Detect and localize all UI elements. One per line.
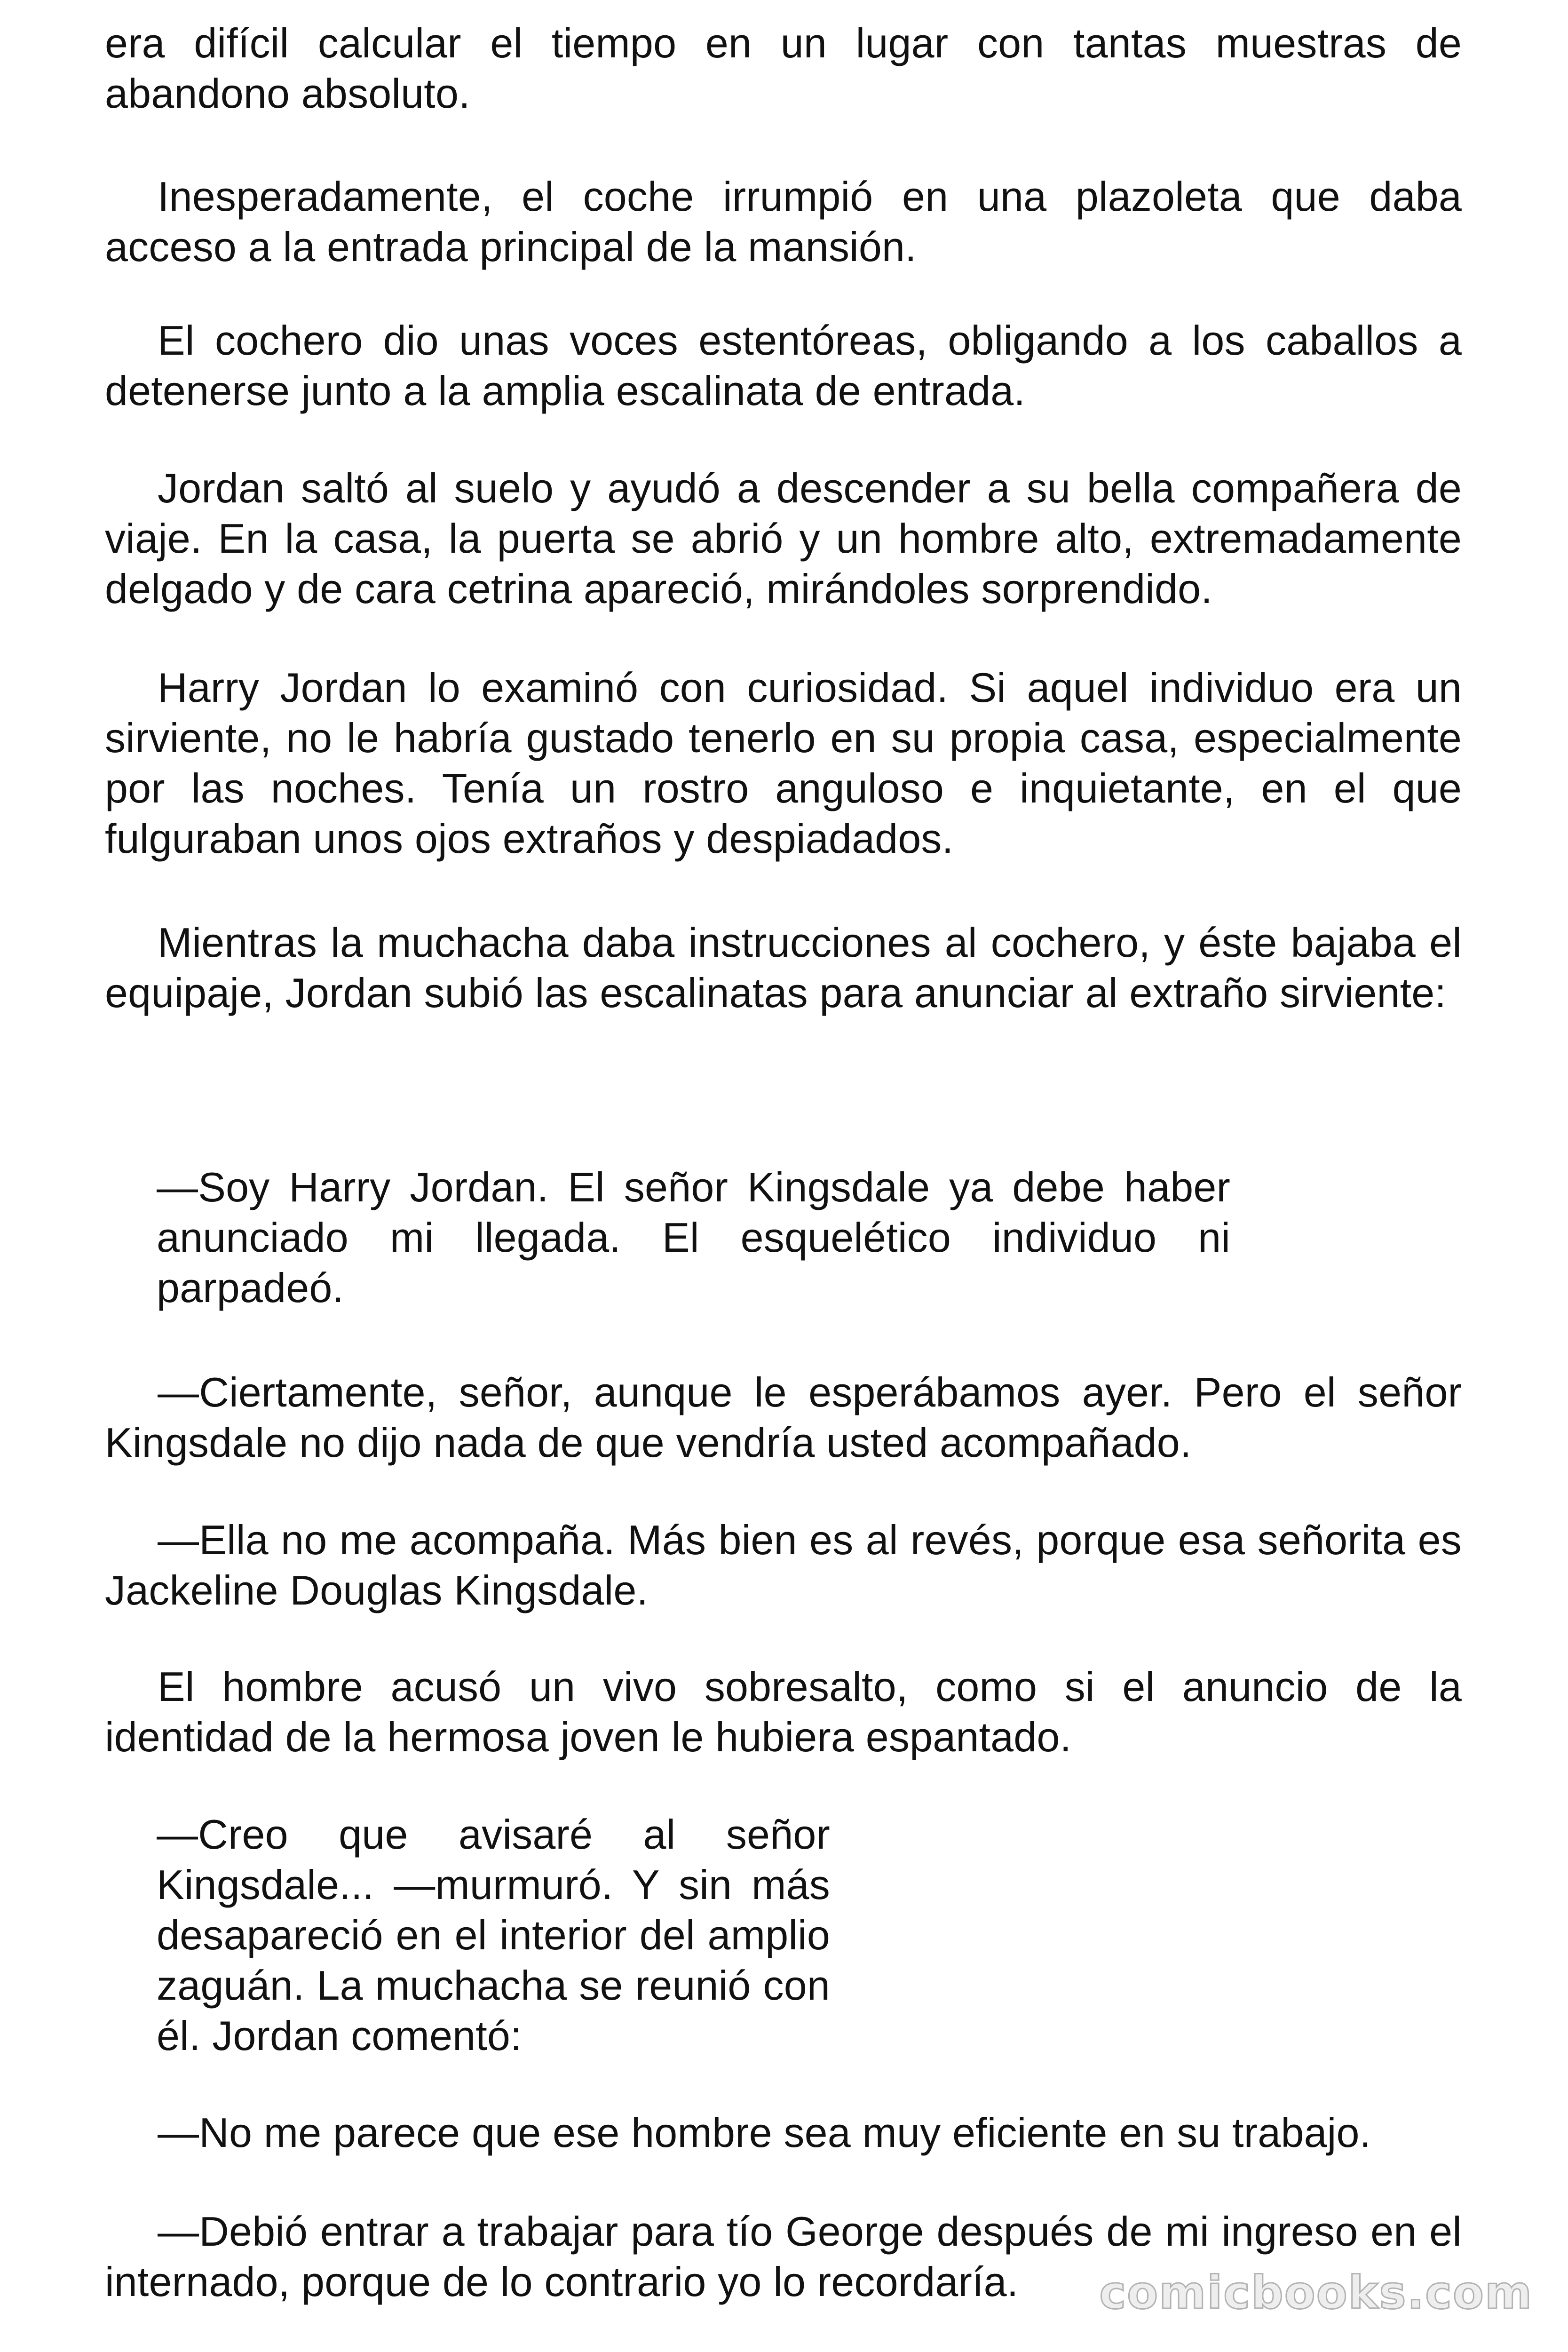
paragraph-7: —Soy Harry Jordan. El señor Kingsdale ya debe haber anunciado mi llegada. El esquelético individuo ni parpadeó. — [157, 1164, 1230, 1311]
paragraph-2: Inesperadamente, el coche irrumpió en una plazoleta que daba acceso a la entrada principal de la mansión. — [105, 173, 1462, 270]
paragraph-11: —Creo que avisaré al señor Kingsdale... —murmuró. Y sin más desapareció en el interior del amplio zaguán. La muchacha se reunió con él. Jordan comentó: — [157, 1811, 830, 2059]
paragraph-4: Jordan saltó al suelo y ayudó a descender a su bella compañera de viaje. En la casa, la puerta se abrió y un hombre alto, extremadamente delgado y de cara cetrina apareció, mirándoles sorprendido. — [105, 465, 1462, 612]
paragraph-5: Harry Jordan lo examinó con curiosidad. Si aquel individuo era un sirviente, no le habría gustado tenerlo en su propia casa, especialmente por las noches. Tenía un rostro anguloso e inquietante, en el que fulguraban unos ojos extraños y despiadados. — [105, 664, 1462, 862]
paragraph-10: El hombre acusó un vivo sobresalto, como si el anuncio de la identidad de la hermosa joven le hubiera espantado. — [105, 1663, 1462, 1760]
paragraph-9: —Ella no me acompaña. Más bien es al revés, porque esa señorita es Jackeline Douglas Kingsdale. — [105, 1517, 1462, 1613]
paragraph-12: —No me parece que ese hombre sea muy eficiente en su trabajo. — [158, 2109, 1371, 2156]
watermark: comicbooks.com — [1099, 2266, 1533, 2319]
paragraph-6: Mientras la muchacha daba instrucciones al cochero, y éste bajaba el equipaje, Jordan subió las escalinatas para anunciar al extraño sirviente: — [105, 919, 1462, 1016]
paragraph-13: —Debió entrar a trabajar para tío George después de mi ingreso en el internado, porque de lo contrario yo lo recordaría. — [105, 2208, 1462, 2305]
paragraph-8: —Ciertamente, señor, aunque le esperábamos ayer. Pero el señor Kingsdale no dijo nada de que vendría usted acompañado. — [105, 1369, 1462, 1466]
paragraph-3: El cochero dio unas voces estentóreas, obligando a los caballos a detenerse junto a la amplia escalinata de entrada. — [105, 317, 1462, 414]
paragraph-1: era difícil calcular el tiempo en un lugar con tantas muestras de abandono absoluto. — [105, 20, 1462, 117]
